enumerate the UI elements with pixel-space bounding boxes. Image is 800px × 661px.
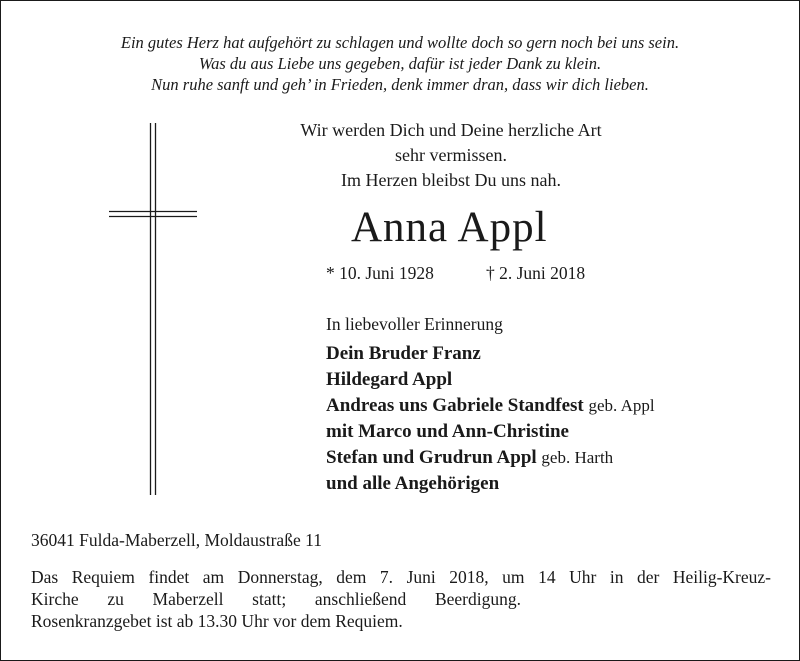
mourner-line [326,341,655,367]
birth-date: * 10. Juni 1928 [326,263,434,283]
requiem-notice [31,566,771,632]
poem-line: Ein gutes Herz hat aufgehört zu schlagen und wollte doch so gern noch bei uns sein. [120,33,680,52]
requiem-line: Rosenkranzgebet ist ab 13.30 Uhr vor dem Requiem. [31,611,403,631]
farewell-text [231,118,671,193]
requiem-line: Das Requiem findet am Donnerstag, dem 7. Juni 2018, um 14 Uhr in der Heilig-Kreuz- [31,567,771,587]
poem-line: Nun ruhe sanft und geh’ in Frieden, denk immer dran, dass wir dich lieben. [151,75,649,94]
requiem-line: Kirche zu Maberzell statt; anschließend Beerdigung. [31,589,521,609]
mourner-birth-name: geb. Appl [588,396,655,415]
mourner-name: mit Marco und Ann-Christine [326,421,569,442]
mourner-name: Dein Bruder Franz [326,343,481,364]
life-dates [326,260,626,286]
farewell-line: Im Herzen bleibst Du uns nah. [341,170,561,190]
mourner-line [326,445,655,471]
mourner-name: Stefan und Grudrun Appl [326,447,537,468]
poem [1,32,799,95]
address: 36041 Fulda-Maberzell, Moldaustraße 11 [31,530,322,550]
death-date: † 2. Juni 2018 [486,263,586,283]
mourner-line [326,471,655,497]
poem-line: Was du aus Liebe uns gegeben, dafür ist jeder Dank zu klein. [198,54,602,73]
mourner-line [326,393,655,419]
mourners-list [326,341,655,497]
farewell-line: Wir werden Dich und Deine herzliche Art [300,120,602,140]
mourner-name: und alle Angehörigen [326,473,500,494]
memory-intro: In liebevoller Erinnerung [326,314,503,334]
cross-icon [109,123,197,495]
mourner-line [326,419,655,445]
deceased-name: Anna Appl [351,204,548,251]
mourner-birth-name: geb. Harth [541,448,614,467]
farewell-line: sehr vermissen. [395,145,507,165]
mourner-line [326,367,655,393]
mourner-name: Hildegard Appl [326,369,453,390]
mourner-name: Andreas uns Gabriele Standfest [326,395,584,416]
